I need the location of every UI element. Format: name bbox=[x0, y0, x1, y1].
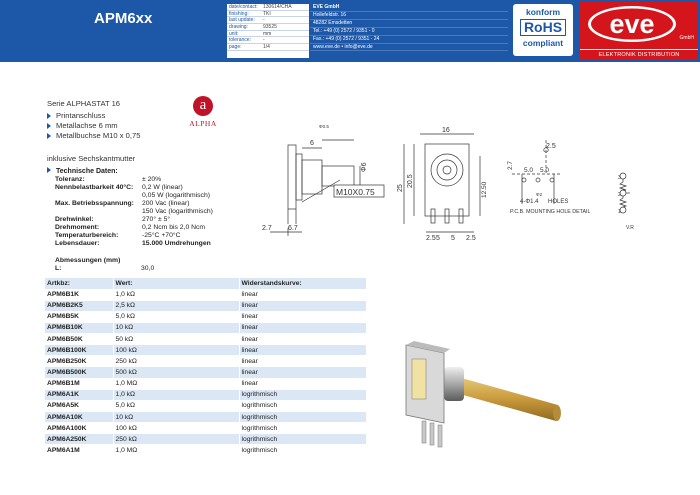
resistance-value: 5,0 kΩ bbox=[113, 400, 239, 411]
col-header: Wert: bbox=[113, 278, 239, 289]
schematic-symbol bbox=[620, 173, 630, 213]
meta-row: unit: mm bbox=[227, 31, 309, 38]
resistance-value: 100 kΩ bbox=[113, 423, 239, 434]
resistance-value: 50 kΩ bbox=[113, 334, 239, 345]
header-bar bbox=[0, 0, 700, 62]
company-address bbox=[310, 4, 508, 58]
length-value: 30,0 bbox=[141, 265, 155, 272]
part-number: APM6B10K bbox=[45, 322, 113, 333]
dim-label: 2.5 bbox=[466, 235, 476, 242]
dim-label: 2.5 bbox=[426, 235, 436, 242]
table-row bbox=[45, 423, 367, 434]
spec-row: Toleranz: ± 20% bbox=[55, 176, 162, 183]
spec-row: Lebensdauer: 15.000 Umdrehungen bbox=[55, 240, 211, 247]
dim-label: Φ0.5 bbox=[319, 124, 329, 129]
pin-label: 1 bbox=[618, 209, 621, 215]
taper-curve: linear bbox=[239, 311, 367, 322]
taper-curve: linear bbox=[239, 356, 367, 367]
part-number: APM6B500K bbox=[45, 367, 113, 378]
taper-curve: logrithmisch bbox=[239, 400, 367, 411]
part-number: APM6A10K bbox=[45, 412, 113, 423]
table-row bbox=[45, 311, 367, 322]
part-number: APM6B1M bbox=[45, 378, 113, 389]
dim-label: 5 bbox=[436, 235, 440, 242]
eve-logo-graphic bbox=[580, 2, 698, 48]
table-row bbox=[45, 400, 367, 411]
alpha-icon: a bbox=[193, 96, 213, 116]
part-number: APM6B100K bbox=[45, 345, 113, 356]
part-number: APM6A100K bbox=[45, 423, 113, 434]
taper-curve: linear bbox=[239, 322, 367, 333]
technical-drawing bbox=[250, 112, 700, 242]
table-row bbox=[45, 434, 367, 445]
eve-logo: eve GmbH ELEKTRONIK DISTRIBUTION bbox=[580, 2, 698, 60]
meta-row: tolerance: - bbox=[227, 37, 309, 44]
dim-label: 16 bbox=[442, 127, 450, 134]
dim-label: 25 bbox=[397, 184, 404, 192]
feature-bullet: Metallachse 6 mm bbox=[47, 121, 118, 130]
table-header-row bbox=[45, 278, 367, 289]
taper-curve: linear bbox=[239, 300, 367, 311]
feature-bullet: Metallbuchse M10 x 0,75 bbox=[47, 131, 140, 140]
taper-curve: logrithmisch bbox=[239, 389, 367, 400]
meta-row: page: 1/4 bbox=[227, 44, 309, 51]
table-row bbox=[45, 289, 367, 300]
dim-label: P.C.B. MOUNTING HOLE DETAIL bbox=[510, 209, 591, 215]
spec-row: Nennbelastbarkeit 40°C: 0,2 W (linear) bbox=[55, 184, 183, 191]
front-view bbox=[404, 134, 480, 232]
part-number: APM6A1K bbox=[45, 389, 113, 400]
table-row bbox=[45, 445, 367, 456]
resistance-value: 10 kΩ bbox=[113, 322, 239, 333]
resistance-value: 1,0 MΩ bbox=[113, 378, 239, 389]
tech-heading: Technische Daten: bbox=[47, 167, 118, 175]
resistance-value: 2,5 kΩ bbox=[113, 300, 239, 311]
dimensions-heading: Abmessungen (mm) bbox=[55, 257, 121, 264]
col-header: Widerstandskurve: bbox=[239, 278, 367, 289]
dim-label: 12.50 bbox=[481, 181, 488, 198]
part-number: APM6A250K bbox=[45, 434, 113, 445]
col-header: Artkbz: bbox=[45, 278, 113, 289]
part-number: APM6B5K bbox=[45, 311, 113, 322]
dim-label: 2.7 bbox=[262, 225, 272, 232]
part-number: APM6B50K bbox=[45, 334, 113, 345]
table-row bbox=[45, 300, 367, 311]
alpha-logo: a ALPHA bbox=[189, 97, 217, 128]
dim-label: Φ2 bbox=[536, 192, 543, 197]
series-label: Serie ALPHASTAT 16 bbox=[47, 99, 121, 108]
resistance-value: 500 kΩ bbox=[113, 367, 239, 378]
resistance-value: 1,0 MΩ bbox=[113, 445, 239, 456]
included-note: inklusive Sechskantmutter bbox=[47, 154, 136, 163]
taper-curve: logrithmisch bbox=[239, 445, 367, 456]
table-row bbox=[45, 345, 367, 356]
dim-label: HOLES bbox=[548, 199, 569, 205]
part-number: APM6B1K bbox=[45, 289, 113, 300]
spec-row: Drehmoment: 0,2 Ncm bis 2,0 Ncm bbox=[55, 224, 206, 231]
dim-label: 4-Φ1.4 bbox=[520, 199, 539, 205]
meta-box bbox=[227, 4, 309, 58]
product-title: APM6xx bbox=[94, 10, 153, 27]
dim-label: 2.5 bbox=[546, 143, 556, 150]
resistance-value: 250 kΩ bbox=[113, 434, 239, 445]
rohs-badge: konform RoHS compliant bbox=[513, 4, 573, 56]
taper-curve: linear bbox=[239, 289, 367, 300]
resistance-value: 10 kΩ bbox=[113, 412, 239, 423]
meta-row: date/contact: 130614/CHA bbox=[227, 4, 309, 11]
svg-text:eve: eve bbox=[609, 9, 655, 39]
part-number: APM6B250K bbox=[45, 356, 113, 367]
resistance-value: 100 kΩ bbox=[113, 345, 239, 356]
pin-label: V.R bbox=[626, 225, 634, 231]
table-row bbox=[45, 378, 367, 389]
pin-label: 3 bbox=[618, 175, 621, 181]
address-line: Tel.: +49 (0) 2572 / 9351 - 0 bbox=[310, 28, 508, 36]
dim-label: M10X0.75 bbox=[336, 187, 375, 197]
part-number: APM6A5K bbox=[45, 400, 113, 411]
spec-row: Temperaturbereich: -25°C +70°C bbox=[55, 232, 181, 239]
taper-curve: logrithmisch bbox=[239, 423, 367, 434]
meta-row: finishing: TKI bbox=[227, 11, 309, 18]
dim-label: 6.7 bbox=[288, 225, 298, 232]
table-row bbox=[45, 334, 367, 345]
address-line: 48282 Emsdetten bbox=[310, 20, 508, 28]
resistance-value: 1,0 kΩ bbox=[113, 389, 239, 400]
dim-label: 2.7 bbox=[507, 160, 514, 170]
part-number: APM6B2K5 bbox=[45, 300, 113, 311]
taper-curve: linear bbox=[239, 334, 367, 345]
taper-curve: logrithmisch bbox=[239, 434, 367, 445]
address-line: EVE GmbH bbox=[310, 4, 508, 12]
table-row bbox=[45, 367, 367, 378]
taper-curve: linear bbox=[239, 345, 367, 356]
spec-row: 0,05 W (logarithmisch) bbox=[142, 192, 210, 199]
table-row bbox=[45, 389, 367, 400]
dim-label: Φ6 bbox=[361, 162, 368, 172]
dim-label: 20.5 bbox=[407, 174, 414, 188]
address-line: Hollefeldstr. 16 bbox=[310, 12, 508, 20]
dim-label: 5.0 bbox=[524, 167, 534, 174]
dim-label: 5.0 bbox=[540, 167, 550, 174]
meta-row: last update: - bbox=[227, 17, 309, 24]
spec-row: 150 Vac (logarithmisch) bbox=[142, 208, 213, 215]
taper-curve: linear bbox=[239, 367, 367, 378]
address-line: www.eve.de • info@eve.de bbox=[310, 44, 508, 52]
resistance-value: 250 kΩ bbox=[113, 356, 239, 367]
length-label: L: bbox=[55, 265, 62, 272]
parts-table bbox=[45, 278, 367, 457]
part-number: APM6A1M bbox=[45, 445, 113, 456]
spec-row: Drehwinkel: 270° ± 5° bbox=[55, 216, 171, 223]
dim-label: 5 bbox=[451, 235, 455, 242]
table-row bbox=[45, 322, 367, 333]
taper-curve: linear bbox=[239, 378, 367, 389]
address-line: Fax.: +49 (0) 2572 / 9351 - 24 bbox=[310, 36, 508, 44]
resistance-value: 1,0 kΩ bbox=[113, 289, 239, 300]
spec-row: Max. Betriebsspannung: 200 Vac (linear) bbox=[55, 200, 190, 207]
table-row bbox=[45, 412, 367, 423]
table-row bbox=[45, 356, 367, 367]
meta-row: drawing: 93525 bbox=[227, 24, 309, 31]
product-photo bbox=[398, 325, 563, 460]
dim-label: 6 bbox=[310, 140, 314, 147]
resistance-value: 5,0 kΩ bbox=[113, 311, 239, 322]
taper-curve: logrithmisch bbox=[239, 412, 367, 423]
feature-bullet: Printanschluss bbox=[47, 111, 105, 120]
pin-label: 2 bbox=[618, 192, 621, 198]
